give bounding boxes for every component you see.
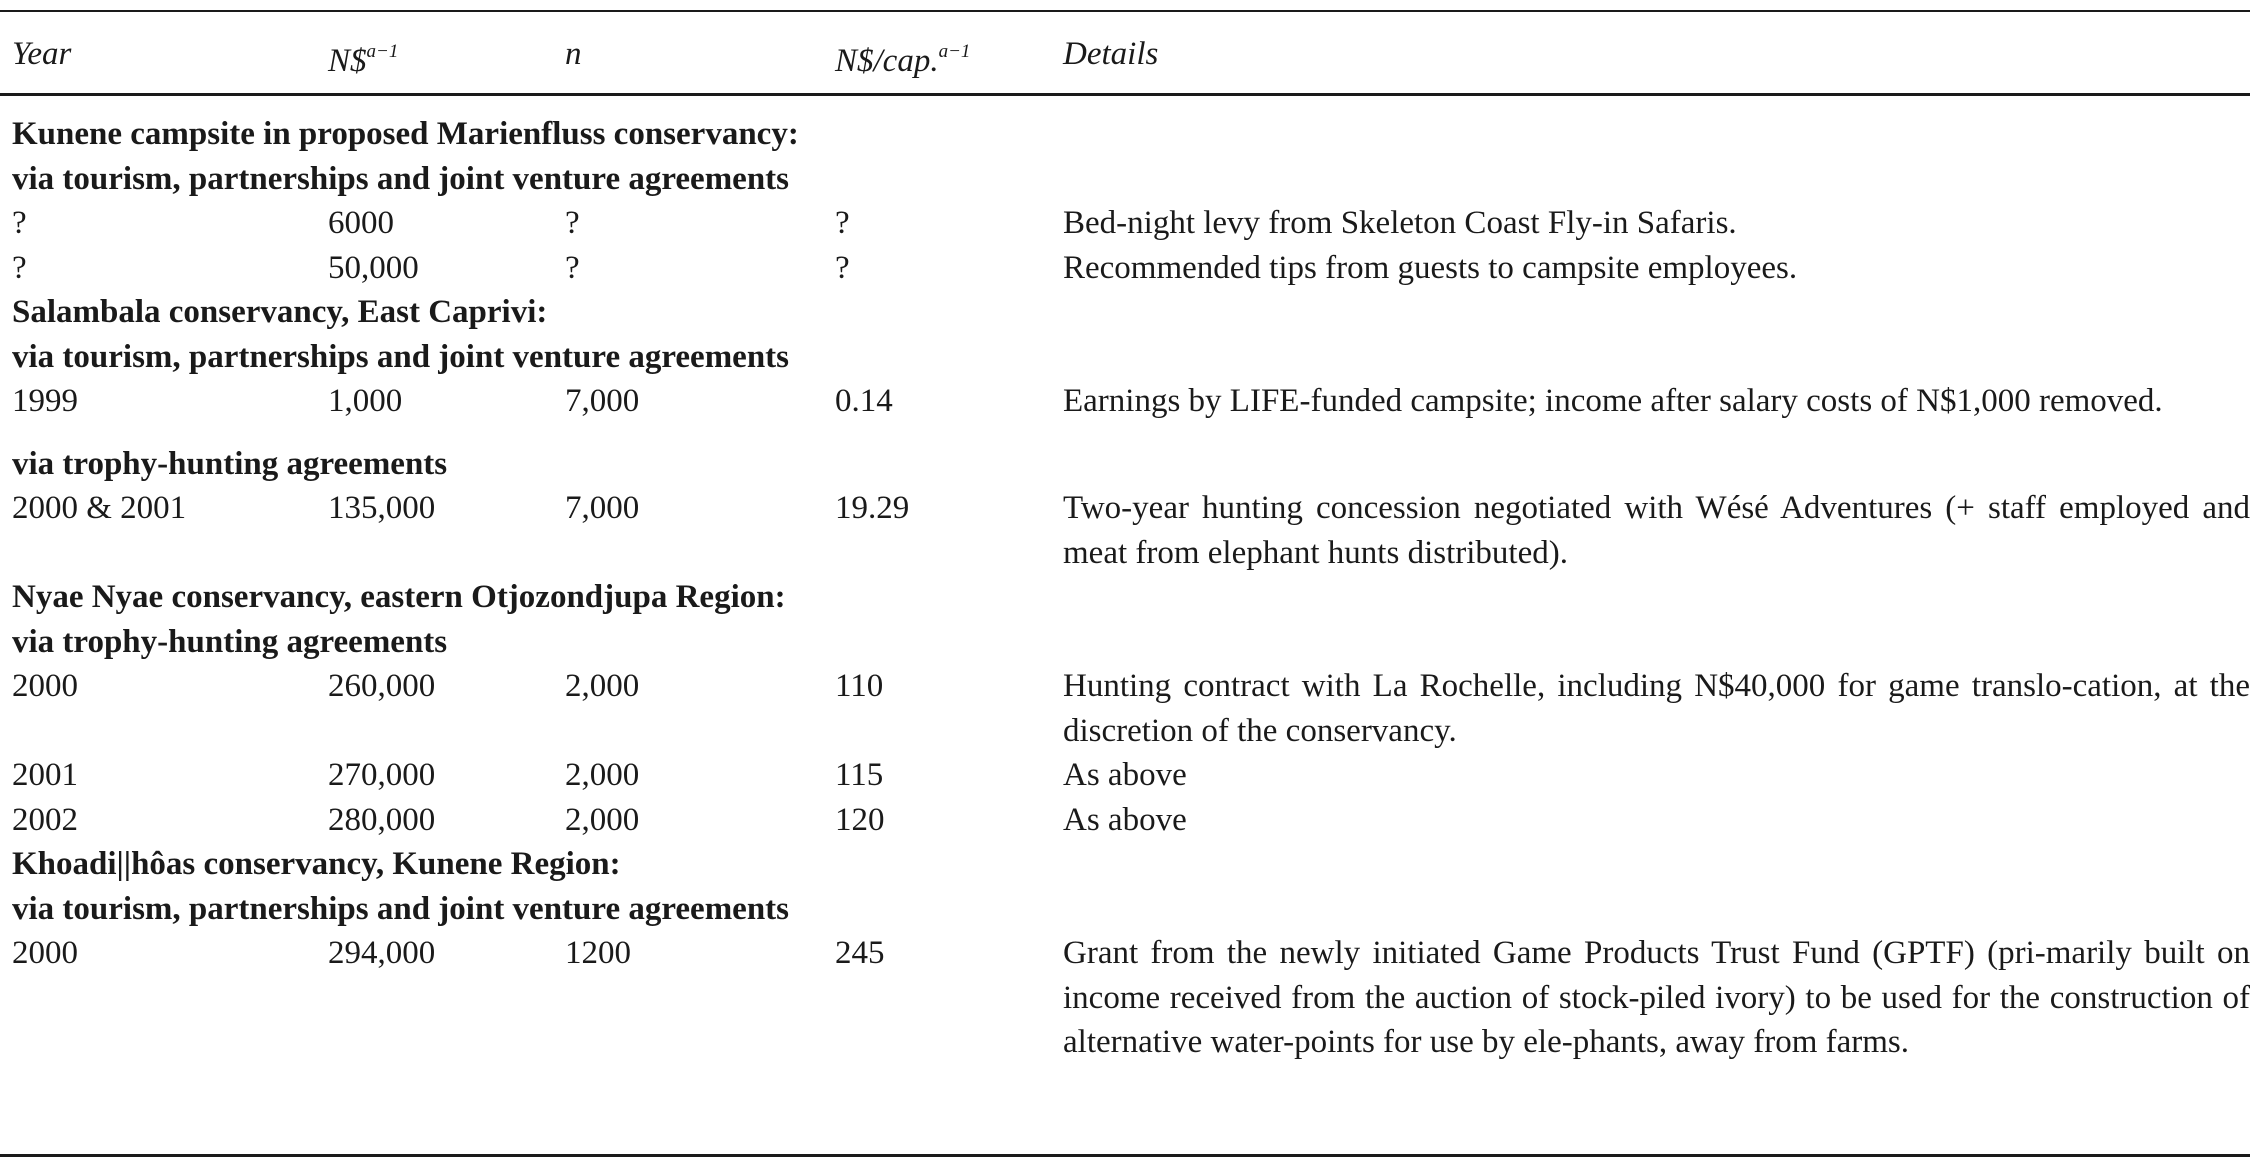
header-nd-base: N$ bbox=[328, 43, 367, 79]
cell-year: 2000 & 2001 bbox=[12, 490, 187, 526]
table-header-rule bbox=[0, 93, 2250, 96]
cell-nd-per-year: 280,000 bbox=[328, 801, 436, 838]
table-row bbox=[0, 931, 2250, 1065]
cell-year: 2001 bbox=[12, 757, 78, 793]
table-bottom-rule bbox=[0, 1154, 2250, 1157]
header-details: Details bbox=[1063, 36, 1159, 72]
table-row bbox=[0, 246, 2250, 291]
section-heading: via tourism, partnerships and joint venture agreements bbox=[12, 338, 790, 375]
table-top-rule bbox=[0, 10, 2250, 12]
header-nd-sup: a−1 bbox=[366, 41, 399, 62]
cell-nd-per-capita: ? bbox=[835, 205, 850, 241]
header-cap-sup: a−1 bbox=[938, 41, 971, 62]
table-row bbox=[0, 798, 2250, 843]
cell-nd-per-year: 294,000 bbox=[328, 935, 436, 971]
cell-year: ? bbox=[12, 205, 27, 241]
header-nd-per-capita bbox=[835, 30, 970, 85]
cell-nd-per-capita: 120 bbox=[835, 801, 885, 838]
section-heading: via tourism, partnerships and joint venture agreements bbox=[12, 160, 790, 197]
cell-details: Grant from the newly initiated Game Products Trust Fund (GPTF) (pri-marily built on income received from the auction of stock-piled ivory) to be used for the construction of alternative water-points for use by ele-phants, away from farms. bbox=[1063, 935, 2250, 1060]
cell-n: 2,000 bbox=[565, 757, 640, 793]
section-heading: Nyae Nyae conservancy, eastern Otjozondjupa Region: bbox=[12, 579, 786, 615]
cell-details: Hunting contract with La Rochelle, including N$40,000 for game translo-cation, at the discretion of the conservancy. bbox=[1063, 668, 2250, 749]
cell-details: Two-year hunting concession negotiated with Wésé Adventures (+ staff employed and meat from elephant hunts distributed). bbox=[1063, 490, 2250, 571]
cell-details: Bed-night levy from Skeleton Coast Fly-in Safaris. bbox=[1063, 205, 1737, 241]
cell-n: ? bbox=[565, 205, 580, 241]
cell-n: 2,000 bbox=[565, 801, 640, 838]
table-row bbox=[0, 379, 2250, 424]
cell-n: 7,000 bbox=[565, 383, 640, 419]
cell-year: 2000 bbox=[12, 935, 78, 971]
cell-year: 2002 bbox=[12, 801, 78, 838]
cell-nd-per-year: 270,000 bbox=[328, 757, 436, 793]
cell-nd-per-year: 135,000 bbox=[328, 490, 436, 526]
cell-details: As above bbox=[1063, 757, 1187, 793]
cell-details: Earnings by LIFE-funded campsite; income after salary costs of N$1,000 removed. bbox=[1063, 383, 2163, 419]
cell-nd-per-capita: 115 bbox=[835, 757, 884, 793]
table-header-row bbox=[0, 30, 2250, 78]
row-spacer bbox=[0, 424, 2250, 442]
table-row bbox=[0, 486, 2250, 575]
cell-nd-per-capita: ? bbox=[835, 249, 850, 286]
section-heading: Kunene campsite in proposed Marienfluss conservancy: bbox=[12, 116, 799, 152]
cell-nd-per-capita: 19.29 bbox=[835, 490, 910, 526]
cell-n: 2,000 bbox=[565, 668, 640, 704]
table-body bbox=[0, 112, 2250, 1065]
cell-nd-per-capita: 110 bbox=[835, 668, 884, 704]
header-cap-base: N$/cap. bbox=[835, 43, 939, 79]
table-row bbox=[0, 664, 2250, 753]
cell-year: 1999 bbox=[12, 383, 78, 419]
cell-details: As above bbox=[1063, 801, 1187, 838]
section-heading: Khoadi||hôas conservancy, Kunene Region: bbox=[12, 846, 621, 882]
subsection-heading: via trophy-hunting agreements bbox=[12, 445, 448, 482]
table-row bbox=[0, 753, 2250, 798]
cell-n: ? bbox=[565, 249, 580, 286]
cell-year: ? bbox=[12, 249, 27, 286]
cell-nd-per-capita: 245 bbox=[835, 935, 885, 971]
cell-n: 7,000 bbox=[565, 490, 640, 526]
table-row bbox=[0, 201, 2250, 246]
section-heading: via trophy-hunting agreements bbox=[12, 623, 448, 660]
section-heading: Salambala conservancy, East Caprivi: bbox=[12, 294, 548, 330]
section-heading: via tourism, partnerships and joint venture agreements bbox=[12, 890, 790, 927]
cell-nd-per-year: 260,000 bbox=[328, 668, 436, 704]
cell-nd-per-capita: 0.14 bbox=[835, 383, 893, 419]
cell-nd-per-year: 6000 bbox=[328, 205, 394, 241]
header-n: n bbox=[565, 36, 582, 72]
header-year: Year bbox=[12, 36, 72, 72]
cell-nd-per-year: 1,000 bbox=[328, 383, 403, 419]
cell-n: 1200 bbox=[565, 935, 631, 971]
cell-nd-per-year: 50,000 bbox=[328, 249, 419, 286]
header-nd-per-year bbox=[328, 30, 398, 85]
cell-details: Recommended tips from guests to campsite employees. bbox=[1063, 249, 1798, 286]
cell-year: 2000 bbox=[12, 668, 78, 704]
